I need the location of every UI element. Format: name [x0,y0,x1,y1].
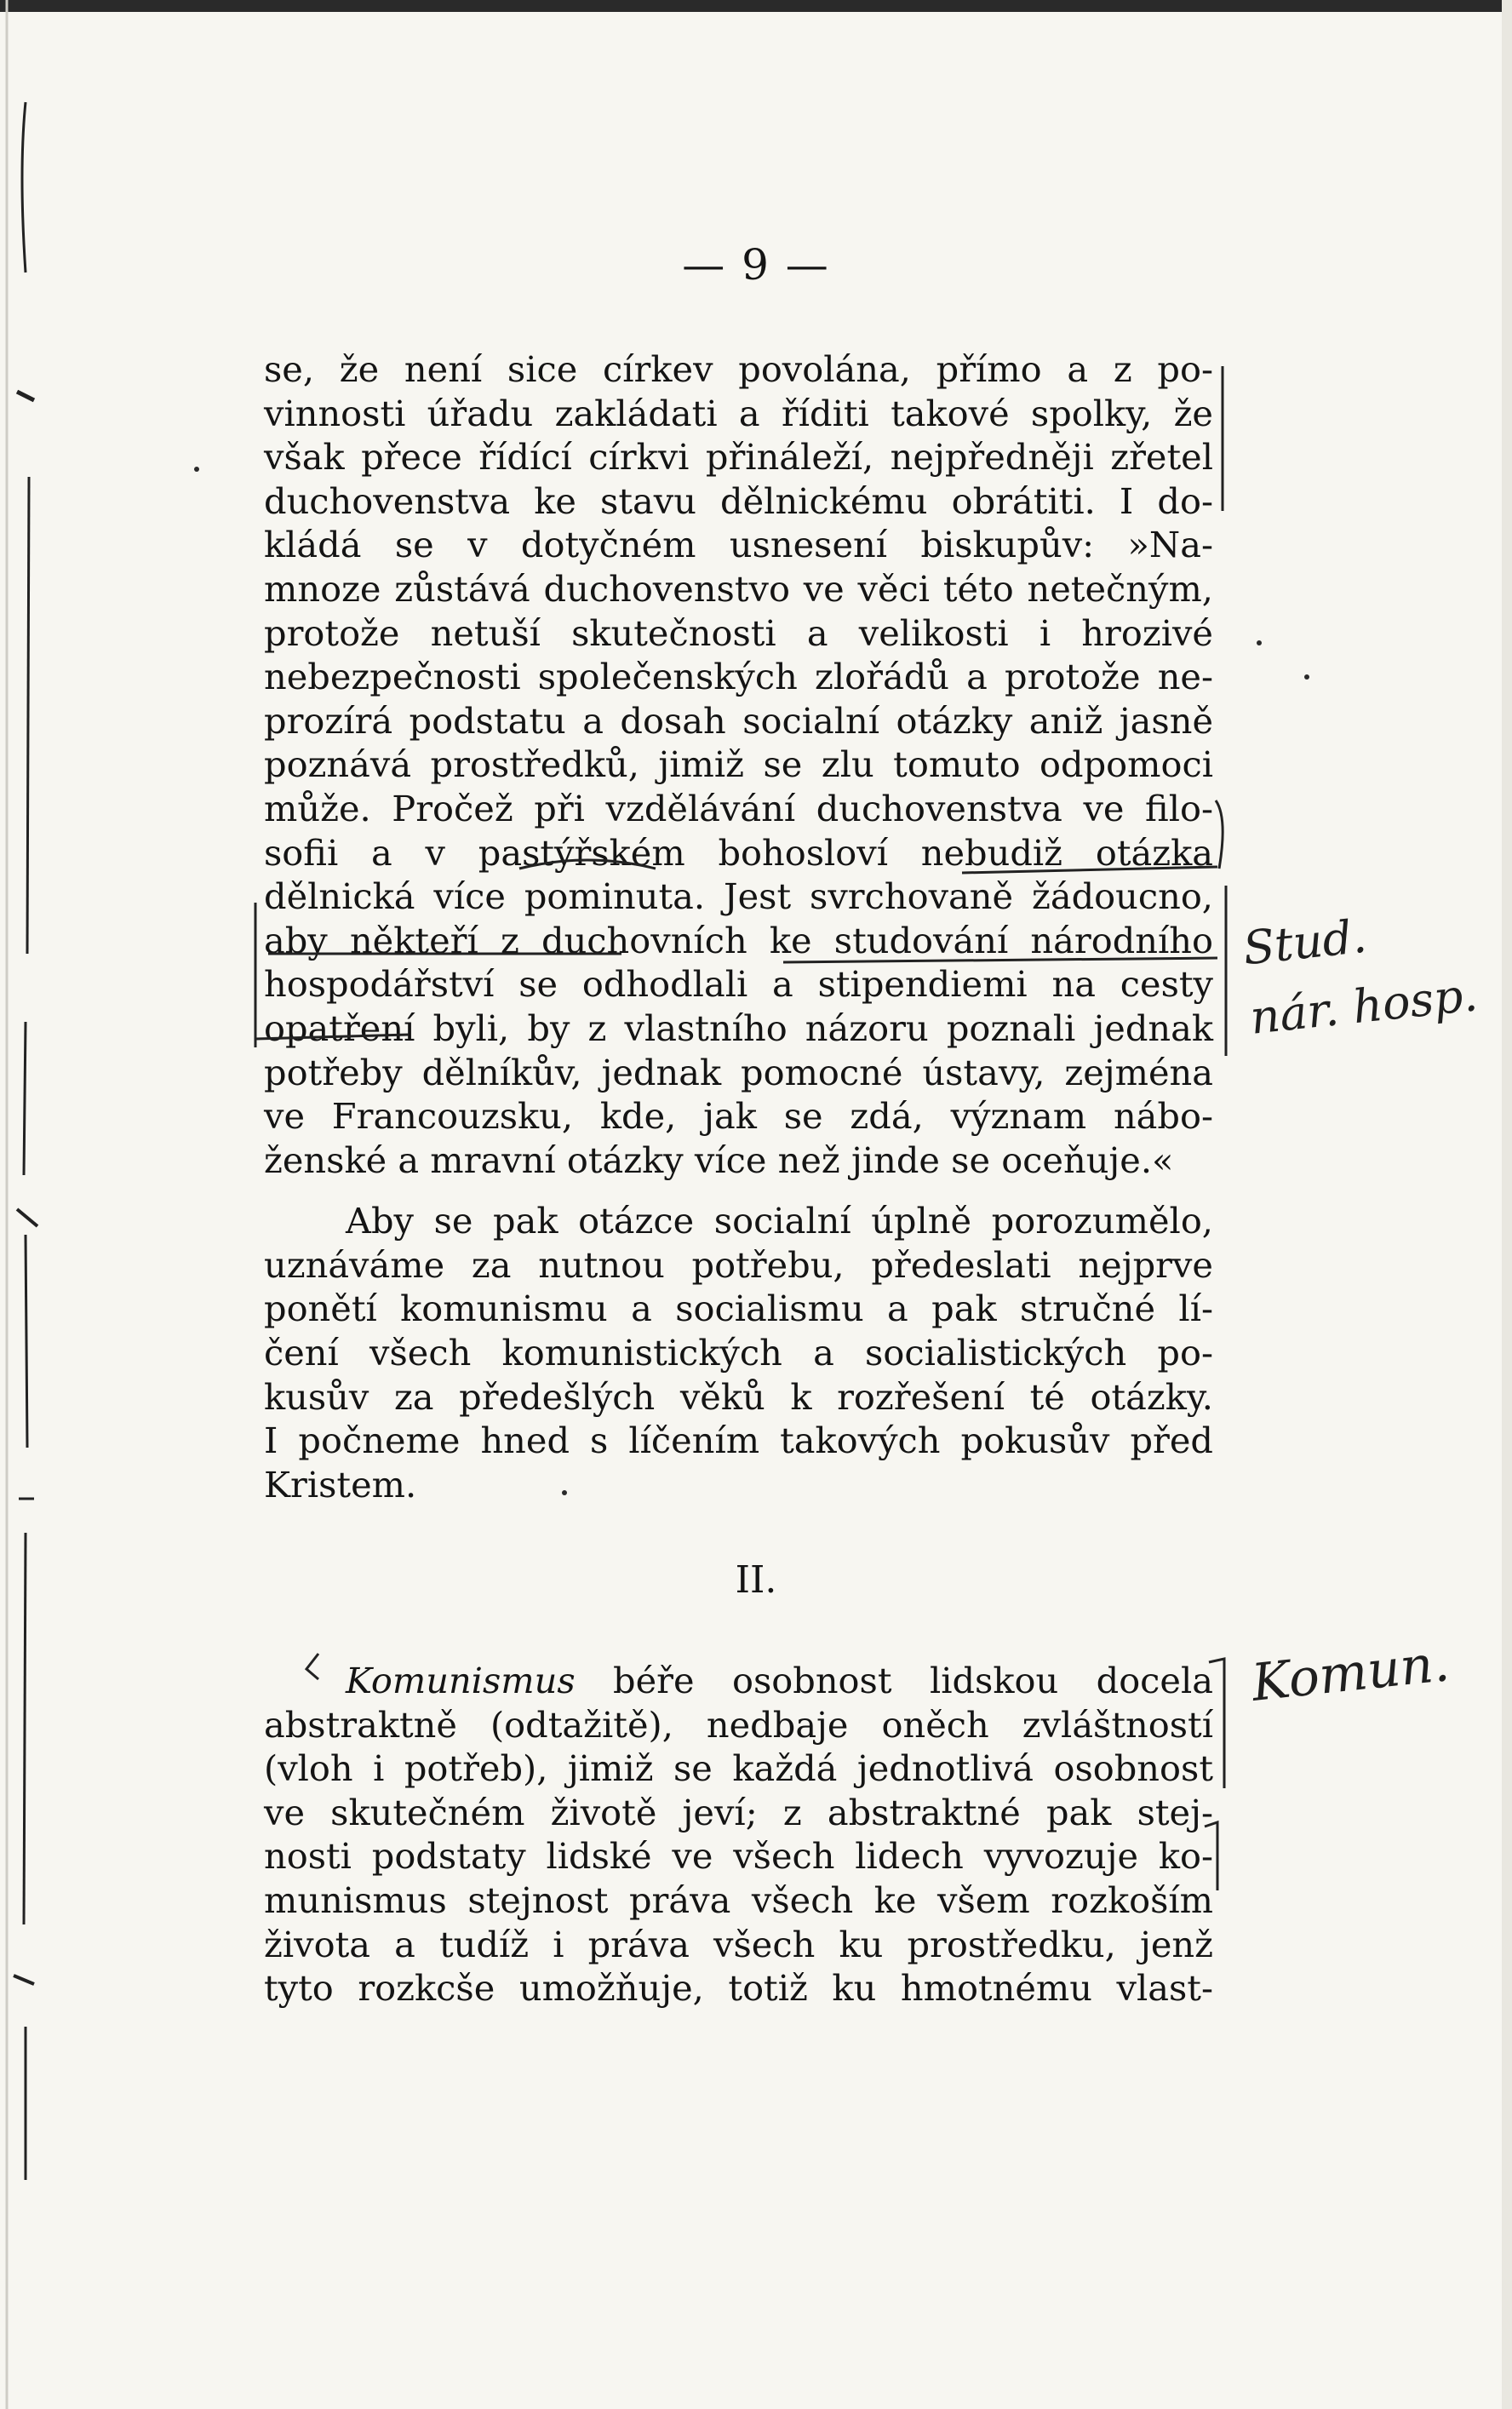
text-line: aby někteří z duchovních ke studování národního [264,919,1213,961]
text-line: ve skutečném životě jeví; z abstraktné pak stej- [264,1791,1213,1833]
text-line: abstraktně (odtažitě), nedbaje oněch zvláštností [264,1703,1213,1746]
speck [1304,674,1309,680]
text-line: Kristem. [264,1463,417,1506]
text-line: hospodářství se odhodlali a stipendiemi na cesty [264,963,1213,1006]
lead-word: Komunismus [346,1660,576,1701]
text-line: kládá se v dotyčném usnesení biskupův: »Na- [264,524,1213,566]
text-line: munismus stejnost práva všech ke všem rozkoším [264,1878,1213,1921]
first-line-rest: béře osobnost lidskou docela [575,1660,1213,1701]
pencil-brackets [230,341,1269,1959]
text-line: uznáváme za nutnou potřebu, předeslati nejprve [264,1243,1213,1286]
text-line: prozírá podstatu a dosah socialní otázky aniž jasně [264,699,1213,742]
text-line: však přece řídící církvi přináleží, nejpředněji zřetel [264,436,1213,479]
scan-right-edge [1502,0,1512,2409]
page-number: — 9 — [682,240,830,290]
text-line: ponětí komunismu a socialismu a pak stručné lí- [264,1288,1213,1330]
text-line: nosti podstaty lidské ve všech lidech vyvozuje ko- [264,1835,1213,1878]
text-line: nebezpečnosti společenských zlořádů a protože ne- [264,656,1213,698]
text-line: opatření byli, by z vlastního názoru poznali jednak [264,1007,1213,1049]
margin-note-nar-hosp: nár. hosp. [1247,967,1480,1045]
text-line: může. Pročež při vzdělávání duchovenstva ve filo- [264,787,1213,829]
text-line: mnoze zůstává duchovenstvo ve věci této netečným, [264,567,1213,610]
margin-note-komun: Komun. [1248,1633,1452,1713]
text-line: I počneme hned s líčením takových pokusův před [264,1420,1213,1462]
text-line: tyto rozkcše umožňuje, totiž ku hmotnému vlast- [264,1967,1213,2010]
text-line: ve Francouzsku, kde, jak se zdá, význam nábo- [264,1095,1213,1138]
text-line: sofii a v pastýřském bohosloví nebudiž otázka [264,831,1213,874]
text-line: života a tudíž i práva všech ku prostředku, jenž [264,1923,1213,1965]
binding-margin-marks [0,0,51,2409]
text-line: potřeby dělníkův, jednak pomocné ústavy, zejména [264,1051,1213,1093]
text-line: ženské a mravní otázky více než jinde se oceňuje.« [264,1139,1174,1181]
margin-note-stud: Stud. [1240,909,1370,976]
speck [562,1490,567,1495]
text-line: kusův za předešlých věků k rozřešení té otázky. [264,1375,1213,1418]
text-line: (vloh i potřeb), jimiž se každá jednotlivá osobnost [264,1747,1213,1790]
speck [1257,640,1262,645]
text-line: duchovenstva ke stavu dělnickému obrátiti. I do- [264,479,1213,522]
section-heading: II. [735,1558,777,1602]
text-line: protože netuší skutečnosti a velikosti i hrozivé [264,611,1213,654]
text-line: čení všech komunistických a socialistických po- [264,1332,1213,1374]
text-line: Aby se pak otázce socialní úplně porozumělo, [346,1200,1213,1242]
scan-top-edge [0,0,1512,12]
speck [194,467,199,472]
text-line: se, že není sice církev povolána, přímo a z po- [264,348,1213,390]
text-line: dělnická více pominuta. Jest svrchovaně žádoucno, [264,875,1213,918]
text-line: vinnosti úřadu zakládati a říditi takové spolky, že [264,392,1213,434]
text-line: poznává prostředků, jimiž se zlu tomuto odpomoci [264,743,1213,786]
